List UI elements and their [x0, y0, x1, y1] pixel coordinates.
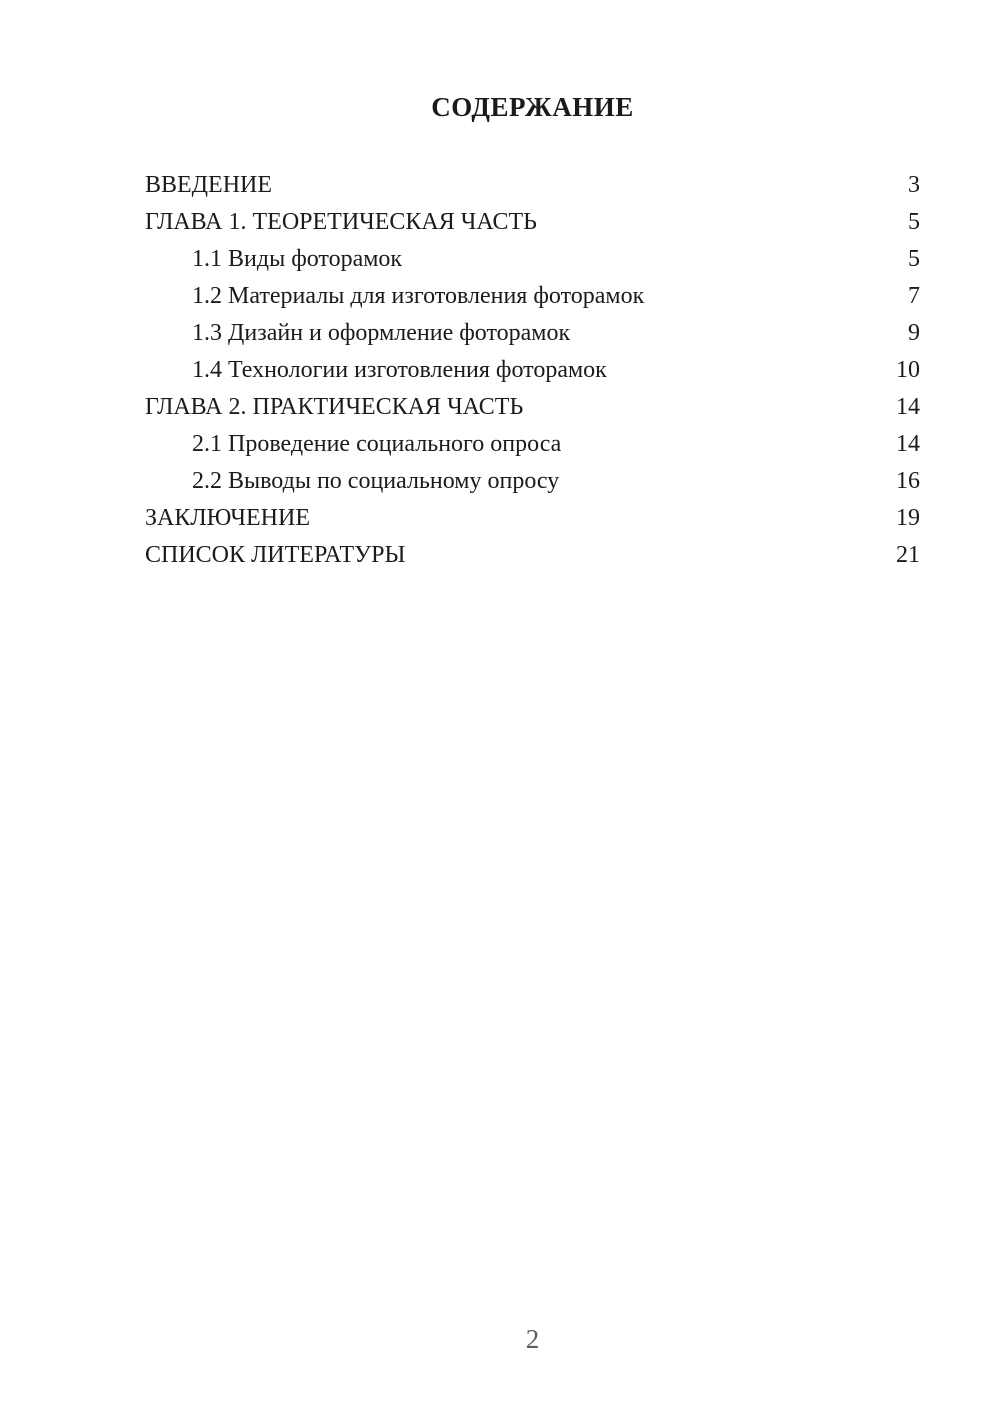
toc-row [145, 315, 920, 352]
toc-row [145, 278, 920, 315]
toc-row [145, 463, 920, 500]
toc-row [145, 204, 920, 241]
toc-entry-page: 7 [908, 283, 920, 309]
toc-entry-label: 1.3 Дизайн и оформление фоторамок [192, 320, 571, 346]
toc-list [145, 167, 920, 574]
toc-row [145, 241, 920, 278]
toc-row [145, 389, 920, 426]
toc-row [145, 167, 920, 204]
toc-entry-page: 14 [896, 394, 920, 420]
toc-entry-label: ГЛАВА 1. ТЕОРЕТИЧЕСКАЯ ЧАСТЬ [145, 209, 537, 235]
toc-entry-label: 1.1 Виды фоторамок [192, 246, 403, 272]
toc-entry-page: 5 [908, 209, 920, 235]
toc-entry-page: 3 [908, 172, 920, 198]
toc-row [145, 352, 920, 389]
toc-entry-label: ВВЕДЕНИЕ [145, 172, 273, 198]
toc-entry-page: 21 [896, 542, 920, 568]
toc-entry-label: 1.4 Технологии изготовления фоторамок [192, 357, 607, 383]
toc-entry-page: 19 [896, 505, 920, 531]
toc-entry-page: 14 [896, 431, 920, 457]
toc-entry-label: СПИСОК ЛИТЕРАТУРЫ [145, 542, 406, 568]
toc-title: СОДЕРЖАНИЕ [431, 92, 634, 122]
toc-entry-page: 5 [908, 246, 920, 272]
toc-entry-label: 2.1 Проведение социального опроса [192, 431, 562, 457]
footer-page-number: 2 [525, 1324, 540, 1354]
toc-entry-label: 2.2 Выводы по социальному опросу [192, 468, 560, 494]
toc-entry-label: 1.2 Материалы для изготовления фоторамок [192, 283, 645, 309]
toc-row [145, 426, 920, 463]
toc-entry-page: 10 [896, 357, 920, 383]
toc-entry-label: ЗАКЛЮЧЕНИЕ [145, 505, 310, 531]
toc-row [145, 537, 920, 574]
toc-entry-page: 16 [896, 468, 920, 494]
page-content [145, 0, 920, 574]
toc-entry-label: ГЛАВА 2. ПРАКТИЧЕСКАЯ ЧАСТЬ [145, 394, 524, 420]
toc-row [145, 500, 920, 537]
toc-entry-page: 9 [908, 320, 920, 346]
